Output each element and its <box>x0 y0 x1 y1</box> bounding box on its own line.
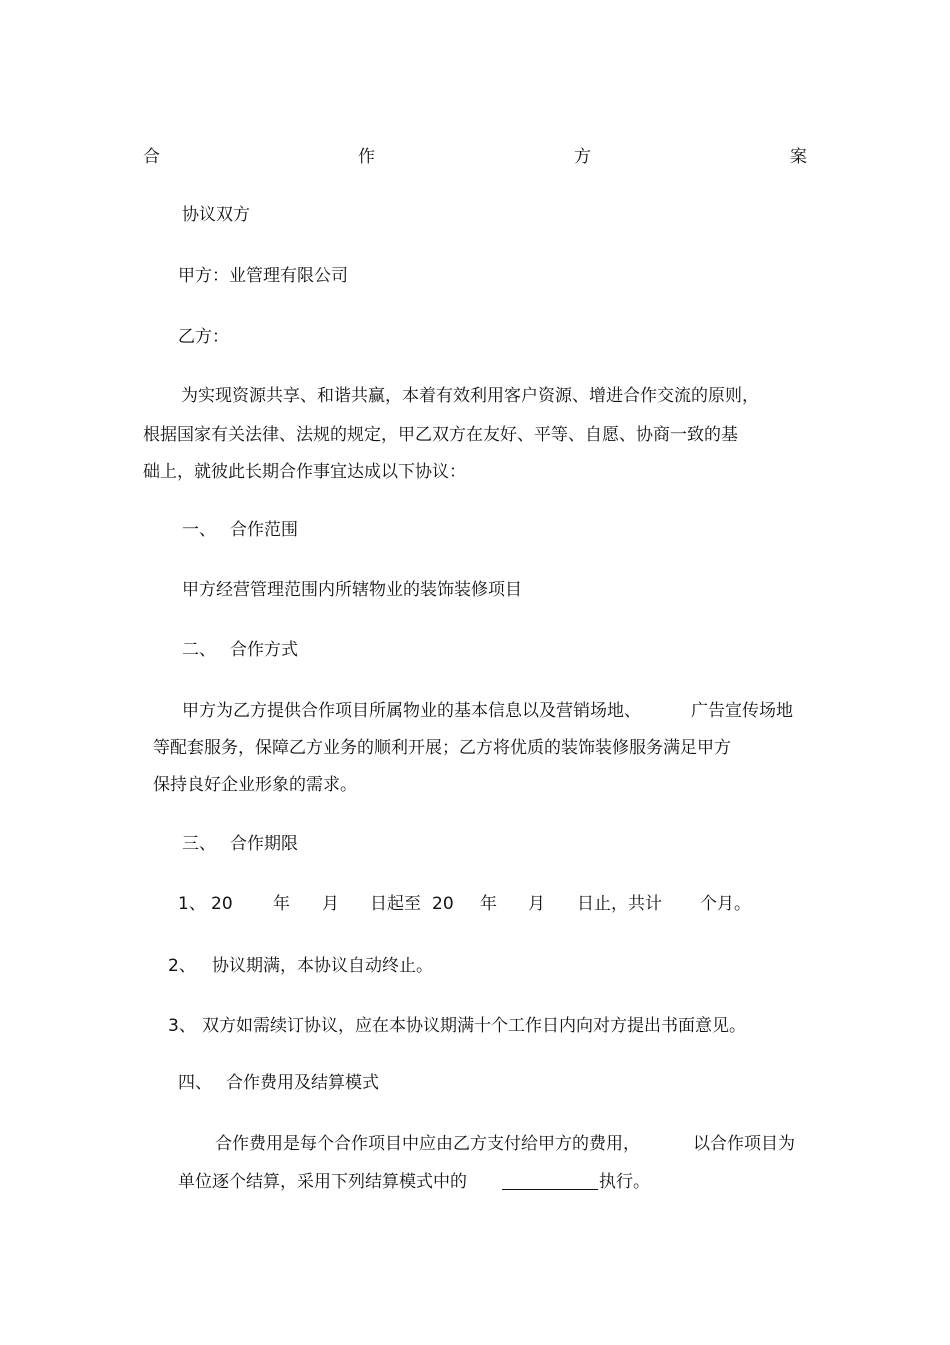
months-text: 个月。 <box>700 894 751 914</box>
section-body: 甲方经营管理范围内所辖物业的装饰装修项目 <box>182 580 522 600</box>
section-number: 三、 <box>182 834 216 854</box>
party-b: 乙方： <box>178 327 229 347</box>
item-number: 3、 <box>168 1016 196 1036</box>
end-text: 日止，共计 <box>577 894 662 914</box>
section-title: 合作费用及结算模式 <box>226 1073 379 1093</box>
section-body: 执行。 <box>599 1172 650 1192</box>
section-number: 二、 <box>182 640 216 660</box>
year-prefix: 20 <box>432 894 454 914</box>
section-body: 以合作项目为 <box>693 1134 795 1154</box>
section-body: 广告宣传场地 <box>691 701 793 721</box>
section-body: 单位逐个结算，采用下列结算模式中的 <box>178 1172 467 1192</box>
year-prefix: 20 <box>211 894 233 914</box>
section-title: 合作方式 <box>230 640 298 660</box>
month-label: 月 <box>322 894 339 914</box>
title-char: 合 <box>143 147 160 167</box>
title-char: 作 <box>358 147 375 167</box>
year-label: 年 <box>273 894 290 914</box>
preamble-line: 础上，就彼此长期合作事宜达成以下协议： <box>143 462 466 482</box>
section-number: 四、 <box>178 1073 212 1093</box>
start-text: 日起至 <box>370 894 421 914</box>
title-char: 案 <box>790 147 807 167</box>
list-item: 双方如需续订协议，应在本协议期满十个工作日内向对方提出书面意见。 <box>202 1016 746 1036</box>
party-a: 甲方：业管理有限公司 <box>178 266 348 286</box>
section-body: 保持良好企业形象的需求。 <box>153 775 357 795</box>
parties-heading: 协议双方 <box>182 205 250 225</box>
blank-line[interactable] <box>502 1189 598 1190</box>
list-item: 协议期满，本协议自动终止。 <box>212 956 433 976</box>
preamble-line: 为实现资源共享、和谐共赢，本着有效利用客户资源、增进合作交流的原则， <box>181 386 759 406</box>
preamble-line: 根据国家有关法律、法规的规定，甲乙双方在友好、平等、自愿、协商一致的基 <box>143 425 738 445</box>
section-title: 合作范围 <box>230 520 298 540</box>
section-body: 甲方为乙方提供合作项目所属物业的基本信息以及营销场地、 <box>182 701 641 721</box>
month-label: 月 <box>528 894 545 914</box>
year-label: 年 <box>480 894 497 914</box>
section-body: 等配套服务，保障乙方业务的顺利开展；乙方将优质的装饰装修服务满足甲方 <box>153 738 731 758</box>
section-number: 一、 <box>182 520 216 540</box>
section-body: 合作费用是每个合作项目中应由乙方支付给甲方的费用， <box>215 1134 640 1154</box>
item-number: 2、 <box>168 956 196 976</box>
title-char: 方 <box>574 147 591 167</box>
section-title: 合作期限 <box>230 834 298 854</box>
item-number: 1、 <box>178 894 206 914</box>
